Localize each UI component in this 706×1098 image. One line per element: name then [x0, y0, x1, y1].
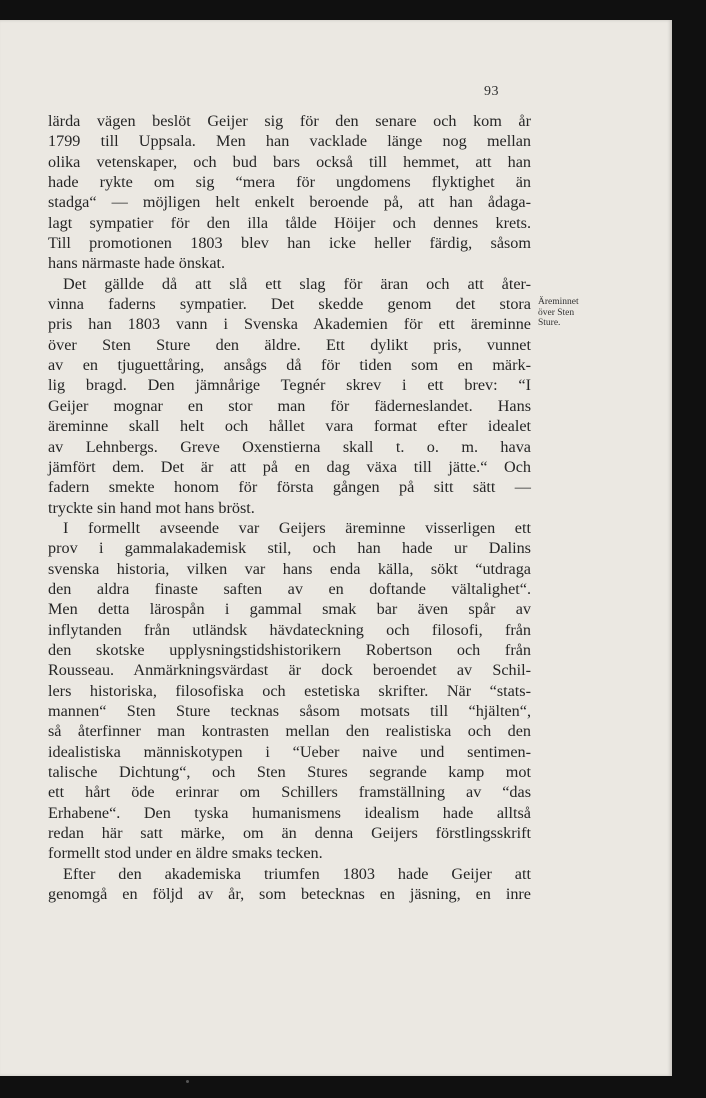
- text-line: vinna faderns sympatier. Det skedde genom det stora: [48, 295, 531, 314]
- text-line: lärda vägen beslöt Geijer sig för den senare och kom år: [48, 112, 531, 130]
- margin-note-line: Äreminnet: [538, 297, 579, 307]
- text-line: den aldra finaste saften av en doftande vältalighet“.: [48, 579, 531, 598]
- text-line: ett hårt öde erinrar om Schillers framställning av “das: [48, 783, 531, 802]
- text-line: formellt stod under en äldre smaks tecken.: [48, 844, 323, 863]
- text-line: hade rykte om sig “mera för ungdomens flyktighet än: [48, 173, 531, 192]
- text-line: I formellt avseende var Geijers äreminne visserligen ett: [63, 518, 531, 537]
- text-line: äreminne skall helt och hållet vara format efter idealet: [48, 417, 531, 436]
- text-line: Men detta lärospån i gammal smak bar även spår av: [48, 600, 531, 619]
- text-line: olika vetenskaper, och bud bars också till hemmet, att han: [48, 152, 531, 171]
- text-line: lig bragd. Den jämnårige Tegnér skrev i ett brev: “I: [48, 376, 531, 395]
- text-line: över Sten Sture den äldre. Ett dylikt pris, vunnet: [48, 335, 531, 354]
- book-page: [0, 20, 672, 1076]
- text-line: Rousseau. Anmärkningsvärdast är dock beroendet av Schil-: [48, 661, 531, 680]
- text-line: 1799 till Uppsala. Men han vacklade länge nog mellan: [48, 132, 531, 151]
- margin-note-line: Sture.: [538, 318, 561, 328]
- page-number: 93: [484, 84, 499, 99]
- text-line: hans närmaste hade önskat.: [48, 254, 226, 273]
- text-line: av en tjuguettåring, ansågs då för tiden som en märk-: [48, 356, 531, 375]
- text-line: Till promotionen 1803 blev han icke heller färdig, såsom: [48, 234, 531, 253]
- text-line: idealistiska människotypen i “Ueber naive und sentimen-: [48, 742, 531, 761]
- margin-note: [538, 297, 600, 329]
- text-line: stadga“ — möjligen helt enkelt beroende på, att han ådaga-: [48, 193, 531, 212]
- body-text: [48, 111, 531, 904]
- text-line: prov i gammalakademisk stil, och han hade ur Dalins: [48, 539, 531, 558]
- text-line: Erhabene“. Den tyska humanismens idealism hade alltså: [48, 803, 531, 822]
- text-line: pris han 1803 vann i Svenska Akademien för ett äreminne: [48, 315, 531, 334]
- text-line: talische Dichtung“, och Sten Stures segrande kamp mot: [48, 763, 531, 781]
- text-line: Efter den akademiska triumfen 1803 hade Geijer att: [63, 864, 531, 883]
- text-line: så återfinner man kontrasten mellan den realistiska och den: [48, 722, 531, 741]
- text-line: jämfört dem. Det är att på en dag växa till jätte.“ Och: [48, 457, 531, 476]
- paper-speck: [186, 1080, 189, 1083]
- margin-note-line: över Sten: [538, 307, 575, 318]
- text-line: fadern smekte honom för första gången på sitt sätt —: [48, 478, 531, 497]
- text-line: den skotske upplysningstidshistorikern Robertson och från: [48, 640, 531, 659]
- text-line: lers historiska, filosofiska och estetiska skrifter. När “stats-: [48, 681, 531, 700]
- text-line: mannen“ Sten Sture tecknas såsom motsats till “hjälten“,: [48, 701, 531, 720]
- text-line: Det gällde då att slå ett slag för äran och att åter-: [63, 274, 531, 293]
- text-line: inflytanden från utländsk hävdateckning och filosofi, från: [48, 620, 531, 639]
- text-line: lagt sympatier för den illa tålde Höijer och dennes krets.: [48, 213, 531, 232]
- text-line: tryckte sin hand mot hans bröst.: [48, 498, 255, 517]
- text-line: svenska historia, vilken var hans enda källa, sökt “utdraga: [48, 559, 531, 578]
- text-line: genomgå en följd av år, som betecknas en jäsning, en inre: [48, 885, 531, 904]
- text-line: av Lehnbergs. Greve Oxenstierna skall t. o. m. hava: [48, 437, 531, 456]
- text-line: redan här satt märke, om än denna Geijers förstlingsskrift: [48, 824, 531, 843]
- text-line: Geijer mognar en stor man för fäderneslandet. Hans: [48, 396, 531, 415]
